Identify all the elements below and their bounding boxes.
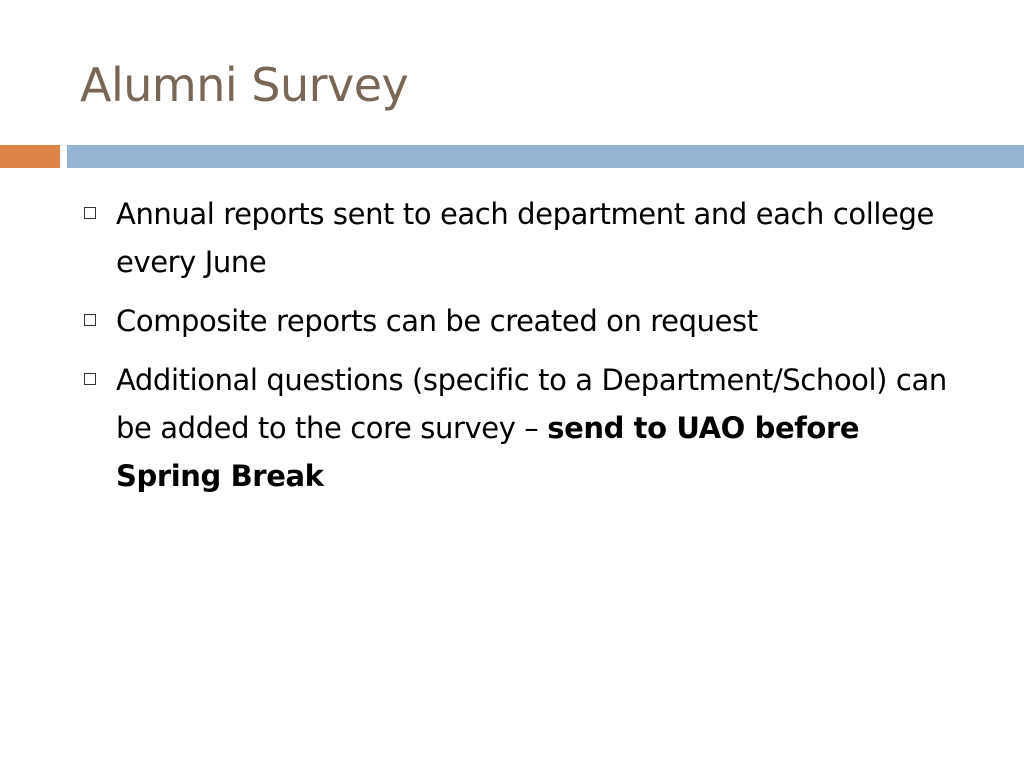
bullet-text: Annual reports sent to each department and each college every June bbox=[116, 197, 934, 279]
bullet-text: Additional questions (specific to a Department/School) can be added to the core survey – bbox=[116, 363, 947, 445]
bullet-item bbox=[84, 190, 964, 286]
bullet-text: Composite reports can be created on request bbox=[116, 304, 758, 338]
slide-title: Alumni Survey bbox=[80, 58, 409, 112]
bullet-emphasis-text: send to UAO before Spring Break bbox=[116, 411, 860, 493]
bullet-item bbox=[84, 297, 964, 345]
bullet-item bbox=[84, 356, 964, 500]
square-bullet-icon bbox=[84, 373, 96, 385]
bullet-list bbox=[84, 190, 964, 511]
title-rule-bar bbox=[67, 145, 1024, 168]
square-bullet-icon bbox=[84, 314, 96, 326]
accent-bar bbox=[0, 145, 60, 168]
square-bullet-icon bbox=[84, 207, 96, 219]
